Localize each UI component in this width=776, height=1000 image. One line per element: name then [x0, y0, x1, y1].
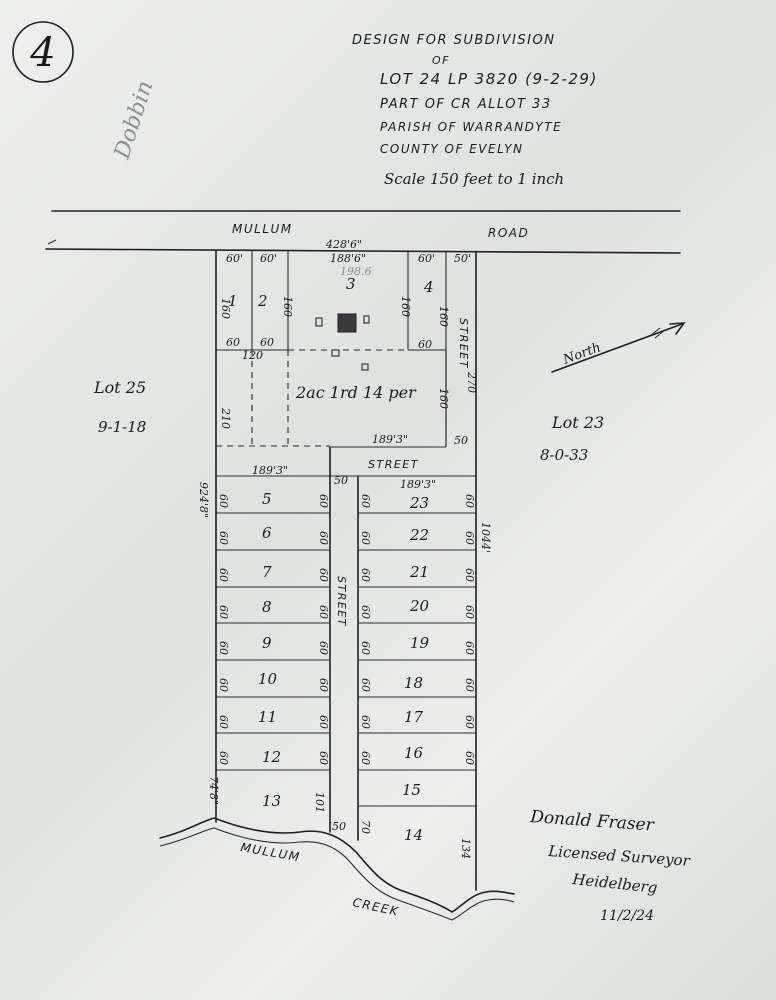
- north-label: North: [561, 340, 604, 368]
- row-frontage-60: 60: [359, 641, 372, 655]
- lot-15: 15: [402, 781, 422, 799]
- buildings: [316, 314, 369, 370]
- signature-title: Licensed Surveyor: [547, 842, 691, 870]
- lot-14: 14: [404, 826, 424, 844]
- surveyor-signature: [529, 807, 692, 924]
- signature-place: Heidelberg: [571, 870, 659, 897]
- lot-21: 21: [410, 563, 430, 581]
- lot-23-name: Lot 23: [552, 413, 605, 432]
- lot-25-area: 9-1-18: [98, 418, 147, 436]
- dim-lot2-front: 60': [260, 252, 278, 265]
- row-frontage-60: 60: [217, 568, 230, 582]
- row-frontage-60: 60: [317, 678, 330, 692]
- road-tick: [48, 240, 56, 244]
- title-line-4: PART OF CR ALLOT 33: [380, 97, 552, 112]
- row-frontage-60: 60: [359, 751, 372, 765]
- lot-3: 3: [346, 275, 356, 293]
- shed: [316, 318, 322, 326]
- row-frontage-60: 60: [317, 494, 330, 508]
- row-frontage-60: 60: [317, 641, 330, 655]
- shed: [332, 350, 339, 356]
- house-square: [338, 314, 356, 332]
- row-frontage-60: 60: [317, 751, 330, 765]
- page-number: 4: [30, 30, 56, 76]
- lot-6: 6: [262, 524, 272, 542]
- dim-120: 120: [242, 349, 263, 362]
- title-block: [352, 33, 598, 188]
- row-frontage-60: 60: [217, 494, 230, 508]
- dim-lot1-front: 60': [226, 252, 244, 265]
- dim-pencil: 198.6: [340, 265, 372, 278]
- row-frontage-60: 60: [359, 678, 372, 692]
- creek-label-2: CREEK: [351, 895, 401, 919]
- signature-name: Donald Fraser: [529, 807, 655, 836]
- row-frontage-60: 60: [317, 531, 330, 545]
- dim-134: 134: [459, 838, 472, 859]
- lot-19: 19: [410, 634, 430, 652]
- row-frontage-60: 60: [463, 715, 476, 729]
- row-frontage-60: 60: [317, 605, 330, 619]
- row-frontage-60: 60: [359, 715, 372, 729]
- pencil-note: Dobbin: [109, 77, 159, 162]
- row-frontage-60: 60: [463, 641, 476, 655]
- row-frontage-60: 60: [463, 568, 476, 582]
- dim-748: 74'8": [207, 776, 220, 806]
- row-frontage-60: 60: [463, 605, 476, 619]
- row-frontage-60: 60: [463, 751, 476, 765]
- lot-7: 7: [262, 563, 272, 581]
- dim-lot1-rear: 60: [226, 336, 240, 349]
- dim-1893-west: 189'3": [252, 464, 289, 477]
- lot-12: 12: [262, 748, 282, 766]
- lot-13: 13: [262, 792, 282, 810]
- lot-8: 8: [262, 598, 272, 616]
- dim-210: 210: [219, 408, 232, 429]
- row-frontage-60: 60: [463, 678, 476, 692]
- dim-160-a: 160: [219, 298, 232, 319]
- street-label-central: STREET: [335, 576, 348, 627]
- dim-160-e: 160: [437, 388, 450, 409]
- signature-date: 11/2/24: [600, 908, 654, 924]
- dim-101: 101: [313, 792, 326, 813]
- lot-25-name: Lot 25: [94, 378, 147, 397]
- row-frontage-dims: [217, 494, 476, 765]
- row-frontage-60: 60: [217, 751, 230, 765]
- lot-11: 11: [258, 708, 278, 726]
- row-frontage-60: 60: [359, 568, 372, 582]
- row-frontage-60: 60: [359, 531, 372, 545]
- subdivision-boundaries: [216, 251, 476, 890]
- row-frontage-60: 60: [359, 494, 372, 508]
- street-label-cross: STREET: [368, 458, 419, 471]
- dim-160-d: 160: [437, 306, 450, 327]
- lot-18: 18: [404, 674, 424, 692]
- dim-street-front: 50': [454, 252, 472, 265]
- lot-5: 5: [262, 490, 272, 508]
- dim-160-b: 160: [281, 296, 294, 317]
- road-label-right: ROAD: [488, 226, 530, 240]
- lot-20: 20: [410, 597, 430, 615]
- dim-lot2-rear: 60: [260, 336, 274, 349]
- dim-road-total: 428'6": [326, 238, 363, 251]
- lot-9: 9: [262, 634, 272, 652]
- road-label-left: MULLUM: [232, 222, 293, 236]
- lot-2: 2: [258, 292, 268, 310]
- row-frontage-60: 60: [217, 715, 230, 729]
- row-frontage-60: 60: [463, 494, 476, 508]
- row-frontage-60: 60: [463, 531, 476, 545]
- dim-50-street: 50: [334, 474, 348, 487]
- central-area-label: 2ac 1rd 14 per: [296, 383, 416, 402]
- lot-4: 4: [424, 278, 434, 296]
- lot-16: 16: [404, 744, 424, 762]
- dim-270: 270: [465, 372, 478, 393]
- row-frontage-60: 60: [359, 605, 372, 619]
- row-frontage-60: 60: [217, 641, 230, 655]
- dim-lot4-front: 60': [418, 252, 436, 265]
- dim-160-c: 160: [399, 296, 412, 317]
- shed: [364, 316, 369, 323]
- title-line-5: PARISH OF WARRANDYTE: [380, 120, 563, 134]
- lot-23-area: 8-0-33: [540, 446, 589, 464]
- dim-1893-east: 189'3": [400, 478, 437, 491]
- dim-1044: 1044': [479, 522, 492, 554]
- dim-lot3-front: 188'6": [330, 252, 367, 265]
- street-label-east: STREET: [457, 318, 470, 369]
- mullum-creek: [160, 818, 514, 920]
- title-line-6: COUNTY OF EVELYN: [380, 142, 524, 156]
- lot-1: 1: [228, 292, 238, 310]
- creek-label-1: MULLUM: [239, 840, 302, 865]
- row-frontage-60: 60: [217, 531, 230, 545]
- title-line-1: DESIGN FOR SUBDIVISION: [352, 33, 556, 48]
- lot-17: 17: [404, 708, 424, 726]
- lot-10: 10: [258, 670, 278, 688]
- lot-23: 23: [410, 494, 430, 512]
- scale-note: Scale 150 feet to 1 inch: [384, 170, 565, 188]
- row-frontage-60: 60: [317, 715, 330, 729]
- lot-22: 22: [410, 526, 430, 544]
- row-frontage-60: 60: [217, 678, 230, 692]
- dim-50-east: 50: [454, 434, 468, 447]
- dim-1893-north: 189'3": [372, 433, 409, 446]
- row-frontage-60: 60: [217, 605, 230, 619]
- shed: [362, 364, 368, 370]
- dim-70: 70: [359, 820, 372, 834]
- title-line-3: LOT 24 LP 3820 (9-2-29): [380, 70, 598, 88]
- dim-924: 924'8": [197, 482, 210, 519]
- dim-lot4-rear: 60: [418, 338, 432, 351]
- title-line-2: OF: [432, 54, 450, 67]
- dim-50-creek: 50: [332, 820, 346, 833]
- row-frontage-60: 60: [317, 568, 330, 582]
